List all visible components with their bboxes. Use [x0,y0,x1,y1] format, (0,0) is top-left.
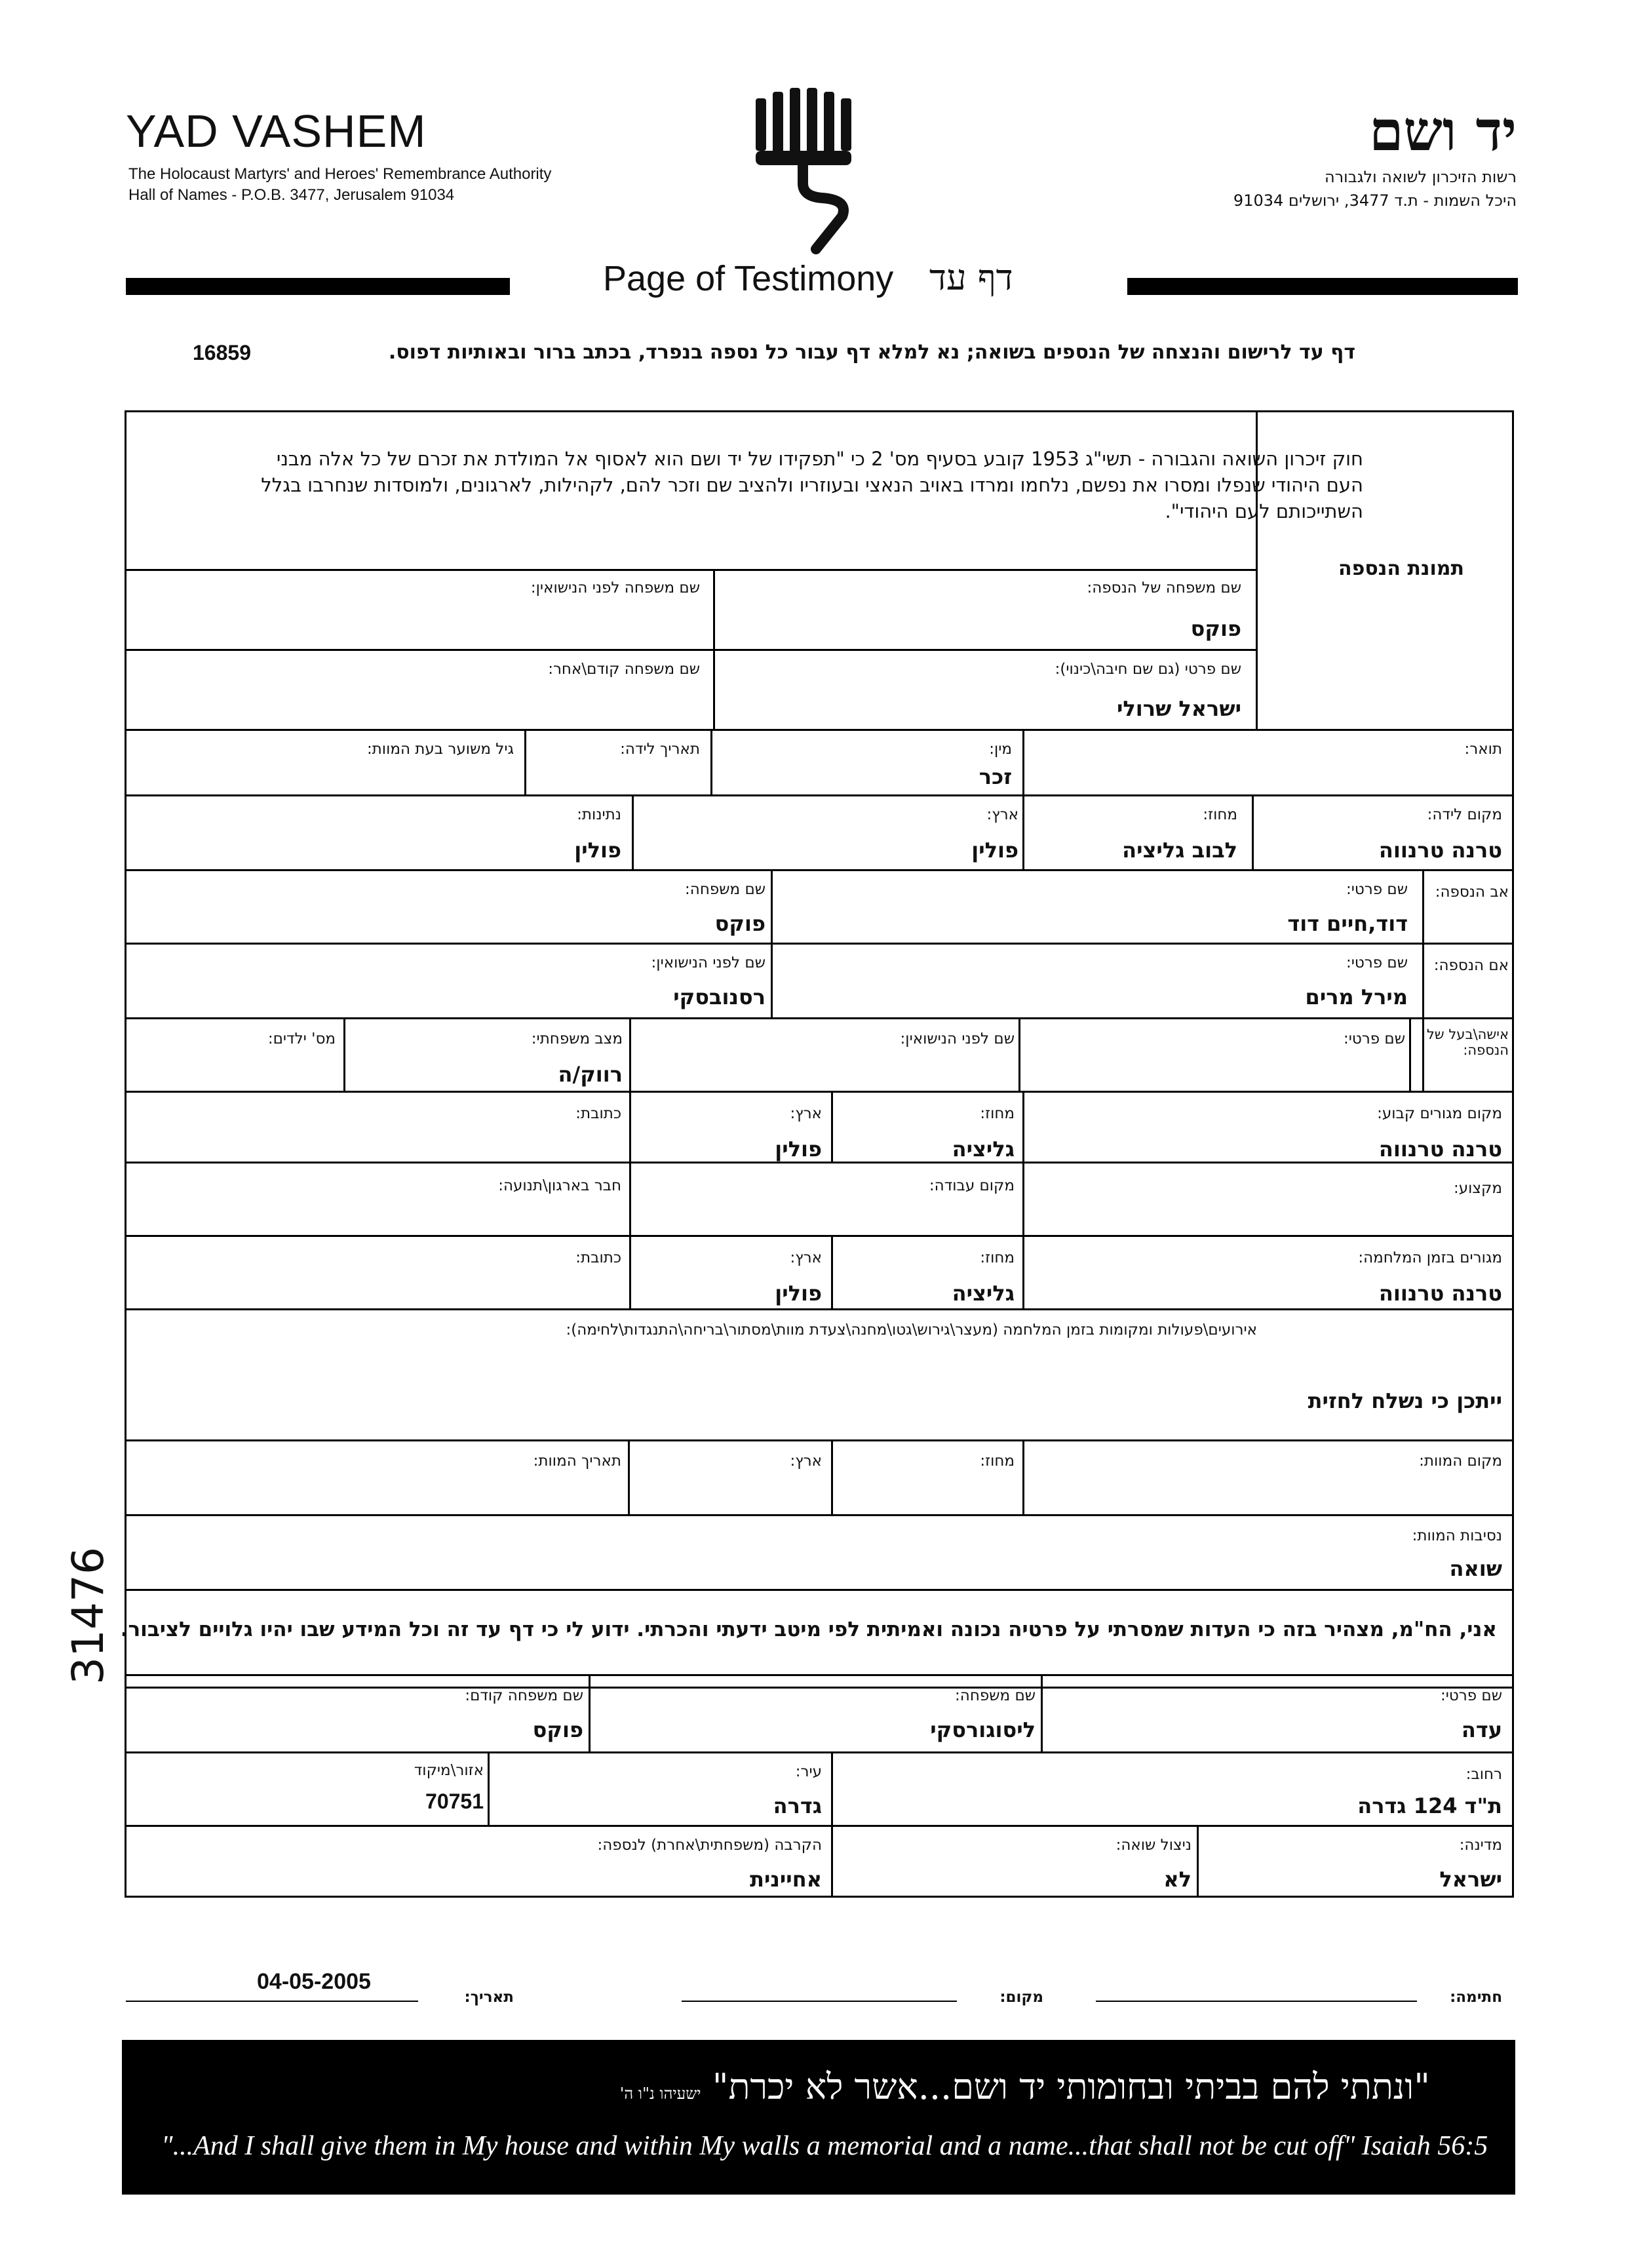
events-value[interactable]: ייתכן כי נשלח לחזית [1308,1388,1502,1413]
rule [831,1751,833,1825]
rule [831,1439,833,1514]
victim-age-label: גיל משוער בעת המוות: [366,741,514,758]
death-circumstances-value[interactable]: שואה [1449,1556,1502,1581]
org-subtitle-he [1233,165,1517,212]
workplace-label: מקום עבודה: [929,1177,1015,1194]
page-title-en: Page of Testimony [603,259,894,298]
residence-region-label: מחוז: [980,1105,1015,1122]
rule [488,1751,490,1825]
rule [1022,1235,1024,1308]
mother-maiden-label: שם לפני הנישואין: [651,954,766,971]
submitter-country-label: מדינה: [1459,1837,1502,1854]
submitter-street-value[interactable]: ת"ד 124 גדרה [1357,1793,1502,1818]
rule [125,1896,1514,1898]
submitter-zip-value[interactable]: 70751 [425,1789,484,1813]
victim-prev-surname-label: שם משפחה קודם\אחר: [548,661,700,678]
rule [1512,1674,1514,1896]
org-subtitle-en-line2: Hall of Names - P.O.B. 3477, Jerusalem 91034 [128,186,455,204]
spouse-maiden-label: שם לפני הנישואין: [900,1030,1015,1047]
footer-quote-band [122,2040,1515,2195]
wartime-region-value[interactable]: גליציה [952,1281,1015,1306]
rule [831,1235,833,1308]
victim-dob-label: תאריך לידה: [620,741,700,758]
wartime-place-value[interactable]: טרנה טרנווה [1378,1281,1502,1306]
rule [632,794,634,869]
residence-place-value[interactable]: טרנה טרנווה [1378,1137,1502,1162]
father-first-label: שם פרטי: [1346,881,1408,898]
submitter-relation-value[interactable]: אחיינית [750,1867,822,1892]
rule [125,1514,1514,1516]
member-label: חבר בארגון\תנועה: [498,1177,621,1194]
rule [831,1091,833,1162]
spouse-first-label: שם פרטי: [1343,1030,1405,1047]
spouse-row-label: אישה\בעל של הנספה: [1426,1026,1509,1058]
victim-surname-value[interactable]: פוקס [1190,616,1241,641]
rule [125,943,1514,945]
victim-photo-label: תמונת הנספה [1338,557,1464,580]
title-bar-right [1127,278,1518,295]
rule [1022,1091,1024,1162]
signature-date-label: תאריך: [464,1989,514,2006]
rule [125,1017,1514,1019]
law-paragraph: חוק זיכרון השואה והגבורה - תשי"ג 1953 קובע בסעיף מס' 2 כי "תפקידו של יד ושם הוא לאסוף אל המולדת את זכרם של כל אלה מבני העם היהודי שנפלו ומסרו את נפשם, נלחמו ומרדו באויב הנאצי ובעוזריו ולהציב שם וזכר להם, לקהילות, לארגונים, ולמוסדות שנחרבו בגלל השתייכותם לעם היהודי". [261,448,1363,522]
yad-vashem-logo [750,85,862,256]
submitter-prev-value[interactable]: פוקס [532,1717,583,1742]
rule [629,1017,631,1091]
footer-quote-he-text: "ונתתי להם בביתי ובחומותי יד ושם...אשר לא יכרת" [712,2066,1430,2107]
rule [125,1308,1514,1310]
death-region-label: מחוז: [980,1453,1015,1470]
victim-birthplace-label: מקום לידה: [1427,806,1502,823]
rule [125,1674,1514,1676]
rule [713,569,715,729]
rule [1409,1017,1411,1091]
residence-country-value[interactable]: פולין [775,1137,822,1162]
rule [125,1674,126,1896]
death-country-label: ארץ: [790,1453,822,1470]
page-title-he: דף עד [929,257,1013,298]
rule [125,1091,1514,1093]
mother-row-label: אם הנספה: [1433,957,1509,974]
victim-gender-label: מין: [989,741,1012,758]
rule [125,869,1514,871]
signature-place-label: מקום: [999,1989,1043,2006]
victim-country-label: ארץ: [986,806,1018,823]
rule [125,729,1514,731]
residence-country-label: ארץ: [790,1105,822,1122]
victim-birthplace-value[interactable]: טרנה טרנווה [1378,838,1502,863]
father-first-value[interactable]: דוד,חיים דוד [1287,911,1408,936]
signature-line[interactable] [1096,2001,1417,2002]
profession-label: מקצוע: [1454,1180,1502,1197]
rule [343,1017,345,1091]
father-row-label: אב הנספה: [1435,884,1509,901]
victim-nationality-label: נתינות: [577,806,621,823]
events-label: אירועים\פעולות ומקומות בזמן המלחמה (מעצר\גירוש\גטו\מחנה\צעדת מוות\מסתור\בריחה\התנגדות\לחימה): [566,1321,1257,1339]
signature-date-line[interactable] [126,2001,418,2002]
rule [771,869,773,1017]
footer-quote-he-source: ישעיהו נ"ו ה' [619,2084,701,2103]
rule [1022,794,1024,869]
victim-region-value[interactable]: לבוב גליציה [1122,838,1237,863]
submitter-prev-label: שם משפחה קודם: [465,1687,583,1704]
rule [125,1439,1514,1441]
rule [524,729,526,794]
mother-first-value[interactable]: מירל מרים [1305,985,1408,1009]
victim-nationality-value[interactable]: פולין [574,838,621,863]
submitter-surname-value[interactable]: ליסוגורסקי [930,1717,1036,1742]
rule [628,1439,630,1514]
submitter-zip-label: אזור\מיקוד [414,1762,484,1779]
wartime-address-label: כתובת: [575,1249,621,1266]
rule [1022,1439,1024,1514]
org-subtitle-en-line1: The Holocaust Martyrs' and Heroes' Remembrance Authority [128,165,552,183]
wartime-place-label: מגורים בזמן המלחמה: [1358,1249,1502,1266]
submitter-street-label: רחוב: [1465,1766,1502,1783]
residence-address-label: כתובת: [575,1105,621,1122]
signature-date-value[interactable]: 04-05-2005 [257,1969,371,1994]
wartime-country-value[interactable]: פולין [775,1281,822,1306]
footer-quote-he [620,2066,1430,2107]
rule [1252,794,1254,869]
victim-first-value[interactable]: ישראל שרולי [1116,696,1241,721]
mother-maiden-value[interactable]: רסנובסקי [673,985,766,1009]
death-place-label: מקום המוות: [1419,1453,1502,1470]
father-surname-label: שם משפחה: [685,881,766,898]
residence-region-value[interactable]: גליציה [952,1137,1015,1162]
org-subtitle-en [128,164,551,206]
submitter-city-value[interactable]: גדרה [773,1793,822,1818]
rule [1022,1162,1024,1235]
victim-title-label: תואר: [1464,741,1502,758]
victim-surname-label: שם משפחה של הנספה: [1087,579,1241,596]
submitter-surname-label: שם משפחה: [955,1687,1036,1704]
org-subtitle-he-line1: רשות הזיכרון לשואה ולגבורה [1324,168,1517,186]
rule [710,729,712,794]
rule [1022,729,1024,794]
rule [125,1825,1514,1827]
rule [125,1162,1514,1163]
rule [125,649,1256,651]
form-number: 16859 [193,341,251,364]
rule [831,1825,833,1896]
wartime-region-label: מחוז: [980,1249,1015,1266]
submitter-country-value[interactable]: ישראל [1439,1867,1502,1892]
submitter-first-label: שם פרטי: [1440,1687,1502,1704]
submitter-first-value[interactable]: עדה [1461,1717,1502,1742]
rule [125,1751,1514,1753]
rule [125,569,1256,571]
spouse-children-label: מס' ילדים: [267,1030,336,1047]
submitter-survivor-label: ניצול שואה: [1115,1837,1192,1854]
wartime-country-label: ארץ: [790,1249,822,1266]
victim-first-label: שם פרטי (גם שם חיבה\כינוי): [1055,661,1241,678]
rule [629,1091,631,1162]
rule [629,1162,631,1235]
mother-first-label: שם פרטי: [1346,954,1408,971]
death-circumstances-label: נסיבות המוות: [1412,1527,1502,1544]
footer-quote-en: "...And I shall give them in My house and within My walls a memorial and a name...that shall not be cut off" Isaiah 56:5 [161,2131,1488,2161]
rule [125,1235,1514,1237]
submitter-city-label: עיר: [795,1763,822,1780]
rule [125,1589,1514,1591]
victim-gender-value[interactable]: זכר [979,764,1012,789]
margin-handwritten-number: 31476 [63,1547,113,1685]
residence-place-label: מקום מגורים קבוע: [1377,1105,1502,1122]
form-instruction: דף עד לרישום והנצחה של הנספים בשואה; נא למלא דף עבור כל נספה בנפרד, בכתב ברור ובאותיות דפוס. [388,341,1355,364]
submitter-survivor-value[interactable]: לא [1163,1867,1192,1892]
victim-region-label: מחוז: [1203,806,1237,823]
rule [1197,1825,1199,1896]
signature-place-line[interactable] [682,2001,957,2002]
rule [1018,1017,1020,1091]
rule [125,794,1514,796]
rule [1041,1674,1043,1751]
submitter-relation-label: הקרבה (משפחתית\אחרת) לנספה: [597,1837,822,1854]
death-date-label: תאריך המוות: [533,1453,621,1470]
rule [629,1235,631,1308]
rule [589,1674,591,1751]
declaration-text: אני, הח"מ, מצהיר בזה כי העדות שמסרתי על פרטיה נכונה ואמיתית לפי מיטב ידעתי והכרתי. ידוע לי כי דף עד זה וכל המידע שבו יהיו גלויים לציבור. [120,1618,1497,1641]
org-title-he: יד ושם [1368,98,1517,163]
title-bar-left [126,278,510,295]
victim-maiden-label: שם משפחה לפני הנישואין: [530,579,700,596]
spouse-status-value[interactable]: רווק/ה [558,1062,623,1087]
org-subtitle-he-line2: היכל השמות - ת.ד 3477, ירושלים 91034 [1233,191,1517,210]
signature-label: חתימה: [1450,1989,1502,2006]
victim-country-value[interactable]: פולין [971,838,1018,863]
spouse-status-label: מצב משפחתי: [531,1030,623,1047]
father-surname-value[interactable]: פוקס [714,911,766,936]
form-frame [125,410,1514,1689]
org-title-en: YAD VASHEM [126,106,427,157]
